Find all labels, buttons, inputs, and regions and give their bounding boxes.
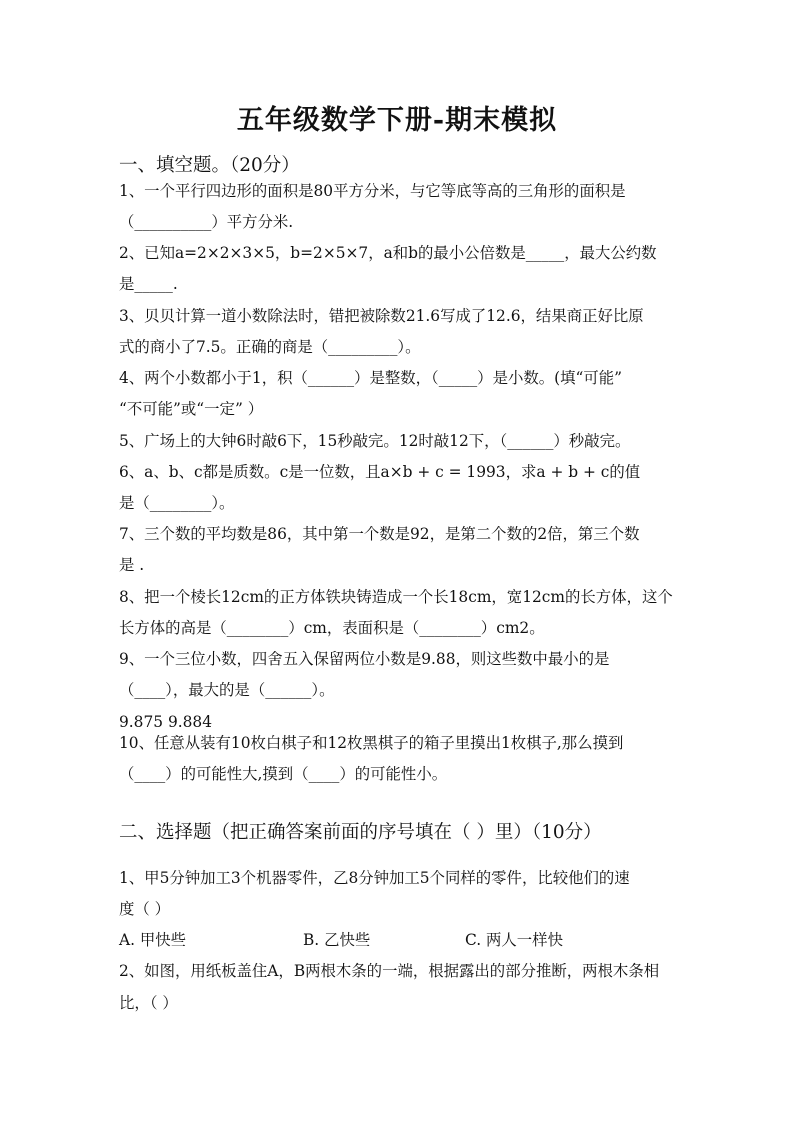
question-line: 8、把一个棱长12cm的正方体铁块铸造成一个长18cm，宽12cm的长方体，这个 [119, 588, 673, 606]
page-title: 五年级数学下册-期末模拟 [236, 105, 558, 136]
question-line: 比，（ ） [119, 994, 178, 1012]
question-line: 1、一个平行四边形的面积是80平方分米，与它等底等高的三角形的面积是 [119, 182, 626, 200]
question-line: 是 . [119, 556, 145, 574]
question-line: 是（________）。 [119, 494, 235, 512]
question-line: 式的商小了7.5。正确的商是（_________）。 [119, 338, 421, 356]
question-line: 1、甲5分钟加工3个机器零件，乙8分钟加工5个同样的零件，比较他们的速 [119, 869, 630, 887]
option-b: B. 乙快些 [303, 931, 371, 949]
question-line: 10、任意从装有10枚白棋子和12枚黑棋子的箱子里摸出1枚棋子,那么摸到 [119, 734, 624, 752]
question-line: 长方体的高是（________）cm，表面积是（________）cm2。 [119, 619, 545, 637]
question-line: 6、a、b、c都是质数。c是一位数，且a×b + c = 1993，求a + b + c的值 [119, 463, 641, 481]
option-c: C. 两人一样快 [465, 931, 563, 949]
question-line: “不可能”或“一定” ） [119, 400, 264, 418]
question-line: （____），最大的是（______）。 [119, 681, 335, 699]
question-line: 9.875 9.884 [119, 713, 213, 731]
option-a: A. 甲快些 [119, 931, 187, 949]
question-line: 9、一个三位小数，四舍五入保留两位小数是9.88，则这些数中最小的是 [119, 650, 610, 668]
section-2-heading: 二、选择题（把正确答案前面的序号填在（ ）里）（10分） [119, 822, 602, 843]
question-line: 3、贝贝计算一道小数除法时，错把被除数21.6写成了12.6，结果商正好比原 [119, 307, 644, 325]
question-line: 是_____. [119, 275, 178, 293]
question-line: 2、已知a=2×2×3×5，b=2×5×7，a和b的最小公倍数是_____，最大公约数 [119, 244, 657, 262]
question-line: 7、三个数的平均数是86，其中第一个数是92，是第二个数的2倍，第三个数 [119, 525, 640, 543]
section-1-heading: 一、填空题。（20分） [119, 155, 300, 176]
question-line: （____）的可能性大,摸到（____）的可能性小。 [119, 765, 448, 783]
question-line: 度（ ） [119, 900, 171, 918]
question-line: 5、广场上的大钟6时敲6下，15秒敲完。12时敲12下，（______）秒敲完。 [119, 432, 631, 450]
question-line: 4、两个小数都小于1，积（______）是整数，（_____）是小数。(填“可能” [119, 369, 623, 387]
question-line: （__________）平方分米. [119, 213, 294, 231]
question-line: 2、如图，用纸板盖住A，B两根木条的一端，根据露出的部分推断，两根木条相 [119, 962, 660, 980]
